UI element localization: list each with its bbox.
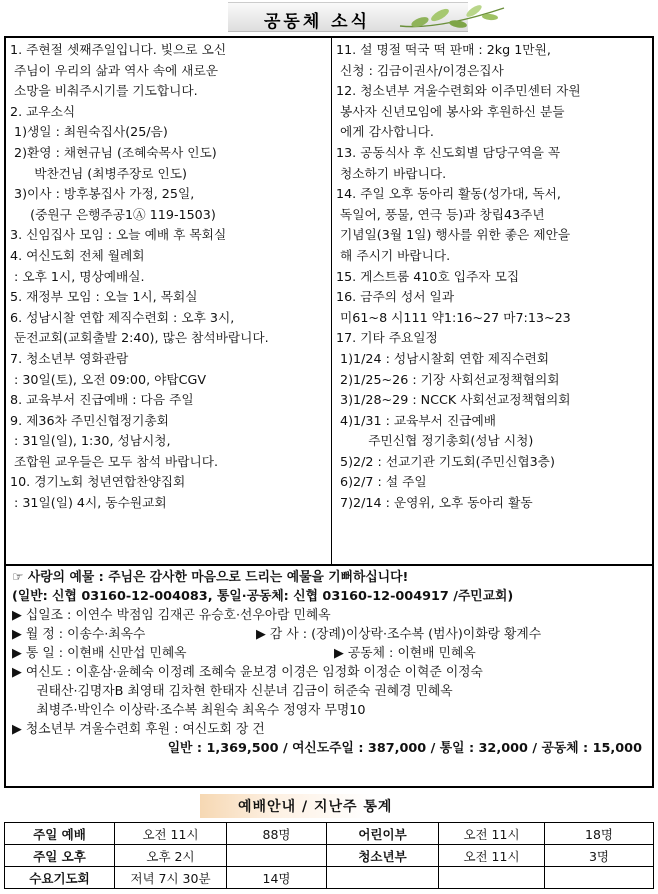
announcement-line: 3)1/28~29 : NCCK 사회선교정책협의회 bbox=[336, 392, 571, 408]
table-cell: 오전 11시 bbox=[115, 823, 227, 845]
table-cell: 오전 11시 bbox=[439, 823, 545, 845]
announcement-line: 15. 게스트룸 410호 입주자 모집 bbox=[336, 268, 520, 284]
announcements-left-column bbox=[10, 40, 328, 514]
offering-line: ▶ 청소년부 겨울수련회 후원 : 여신도회 장 건 bbox=[12, 722, 265, 737]
announcement-line: : 30일(토), 오전 09:00, 야탑CGV bbox=[10, 371, 207, 387]
announcements-right-column bbox=[336, 40, 652, 514]
table-cell: 주일 예배 bbox=[5, 823, 115, 845]
offering-box bbox=[4, 566, 654, 788]
announcement-line: 3)이사 : 방후봉집사 가정, 25일, bbox=[10, 186, 195, 202]
announcement-line: 17. 기타 주요일정 bbox=[336, 330, 438, 346]
announcement-line: 신청 : 김금이권사/이경은집사 bbox=[336, 62, 504, 78]
announcement-line: 2)1/25~26 : 기장 사회선교정책협의회 bbox=[336, 371, 560, 387]
stats-table bbox=[4, 822, 654, 889]
offering-line-left: ▶ 통 일 : 이현배 신만섭 민혜옥 bbox=[12, 646, 187, 661]
table-cell: 저녁 7시 30분 bbox=[115, 867, 227, 889]
announcement-line: 주님이 우리의 삶과 역사 속에 새로운 bbox=[10, 62, 219, 78]
announcement-line: 12. 청소년부 겨울수련회와 이주민센터 자원 bbox=[336, 83, 581, 99]
announcement-line: 7. 청소년부 영화관람 bbox=[10, 350, 129, 366]
announcement-line: 2. 교우소식 bbox=[10, 103, 76, 119]
announcement-line: 11. 설 명절 떡국 떡 판매 : 2kg 1만원, bbox=[336, 42, 551, 57]
offering-line-left: ▶ 월 정 : 이송수·최옥수 bbox=[12, 627, 146, 642]
announcement-line: : 오후 1시, 명상예배실. bbox=[10, 268, 145, 284]
announcement-line: 주민신협 정기총회(성남 시청) bbox=[336, 433, 534, 449]
announcement-line: 4. 여신도회 전체 월례회 bbox=[10, 247, 145, 263]
announcement-line: 해 주시기 바랍니다. bbox=[336, 247, 451, 263]
announcement-line: 에게 감사합니다. bbox=[336, 124, 434, 140]
stats-header bbox=[200, 794, 445, 818]
table-cell bbox=[327, 867, 439, 889]
announcement-line: 6)2/7 : 설 주일 bbox=[336, 474, 427, 490]
table-row bbox=[5, 867, 654, 889]
announcement-line: 1)생일 : 최원숙집사(25/음) bbox=[10, 124, 168, 140]
offering-line bbox=[12, 644, 646, 663]
offering-line: ▶ 십일조 : 이연수 박점임 김재곤 유승호·선우아람 민혜옥 bbox=[12, 608, 331, 623]
announcement-line: 10. 경기노회 청년연합찬양집회 bbox=[10, 474, 186, 490]
announcement-line: 14. 주일 오후 동아리 활동(성가대, 독서, bbox=[336, 186, 561, 202]
announcement-line: 소망을 비춰주시기를 기도합니다. bbox=[10, 83, 198, 99]
announcement-line: 9. 제36차 주민신협정기총회 bbox=[10, 412, 169, 428]
table-cell: 3명 bbox=[545, 845, 654, 867]
announcements-box bbox=[4, 36, 654, 566]
announcement-line: 7)2/14 : 운영위, 오후 동아리 활동 bbox=[336, 495, 533, 511]
announcement-line: 3. 신임집사 모임 : 오늘 예배 후 목회실 bbox=[10, 227, 227, 243]
announcement-line: 5. 재정부 모임 : 오늘 1시, 목회실 bbox=[10, 289, 198, 305]
announcement-line: 봉사자 신년모임에 봉사와 후원하신 분들 bbox=[336, 103, 565, 119]
announcement-line: 8. 교육부서 진급예배 : 다음 주일 bbox=[10, 392, 194, 408]
offering-account: (일반: 신협 03160-12-004083, 통일·공동체: 신협 03160-12-004917 /주민교회) bbox=[12, 589, 514, 604]
announcement-line: 조합원 교우들은 모두 참석 바랍니다. bbox=[10, 453, 219, 469]
offering-line-right: ▶ 공동체 : 이현배 민혜옥 bbox=[334, 646, 476, 661]
table-row bbox=[5, 823, 654, 845]
announcement-line: 독일어, 풍물, 연극 등)과 창립43주년 bbox=[336, 206, 545, 222]
offering-line bbox=[12, 625, 646, 644]
announcement-line: 기념일(3월 1일) 행사를 위한 좋은 제안을 bbox=[336, 227, 571, 243]
offering-line: ▶ 여신도 : 이훈삼·윤혜숙 이정례 조혜숙 윤보경 이경은 임정화 이정순 이혁준 이정숙 bbox=[12, 665, 483, 680]
announcement-line: 둔전교회(교회출발 2:40), 많은 참석바랍니다. bbox=[10, 330, 269, 346]
offering-line-right: ▶ 감 사 : (장례)이상락·조수복 (범사)이화랑 황계수 bbox=[256, 627, 542, 642]
announcement-line: 청소하기 바랍니다. bbox=[336, 165, 447, 181]
announcement-line: 미61~8 시111 약1:16~27 마7:13~23 bbox=[336, 309, 571, 325]
table-cell: 청소년부 bbox=[327, 845, 439, 867]
table-cell bbox=[439, 867, 545, 889]
announcement-line: 6. 성남시찰 연합 제직수련회 : 오후 3시, bbox=[10, 309, 235, 325]
announcement-line: : 31일(일), 1:30, 성남시청, bbox=[10, 433, 171, 449]
table-cell: 오후 2시 bbox=[115, 845, 227, 867]
offering-line: 권태산·김명자B 최영태 김차현 한태자 신분녀 김금이 허준숙 권혜경 민혜옥 bbox=[12, 684, 453, 699]
announcement-line: 16. 금주의 성서 일과 bbox=[336, 289, 455, 305]
announcement-line: 13. 공동식사 후 신도회별 담당구역을 꼭 bbox=[336, 144, 561, 160]
table-cell: 18명 bbox=[545, 823, 654, 845]
table-cell bbox=[227, 845, 327, 867]
table-cell: 오전 11시 bbox=[439, 845, 545, 867]
table-cell: 어린이부 bbox=[327, 823, 439, 845]
table-cell: 주일 오후 bbox=[5, 845, 115, 867]
table-cell: 88명 bbox=[227, 823, 327, 845]
announcement-line: 5)2/2 : 선교기관 기도회(주민신협3층) bbox=[336, 453, 555, 469]
announcement-line: 1)1/24 : 성남시찰회 연합 제직수련회 bbox=[336, 350, 550, 366]
offering-line: 최병주·박인수 이상락·조수복 최원숙 최옥수 정영자 무명10 bbox=[12, 703, 366, 718]
column-divider bbox=[331, 38, 332, 566]
announcement-line: 2)환영 : 채현규님 (조혜숙목사 인도) bbox=[10, 144, 217, 160]
announcement-line: 1. 주현절 셋째주일입니다. 빛으로 오신 bbox=[10, 42, 227, 57]
page-title: 공동체 소식 bbox=[264, 12, 371, 32]
announcement-line: 4)1/31 : 교육부서 진급예배 bbox=[336, 412, 496, 428]
table-cell: 수요기도회 bbox=[5, 867, 115, 889]
announcement-line: 박찬건님 (최병주장로 인도) bbox=[10, 165, 187, 181]
table-cell bbox=[545, 867, 654, 889]
offering-title: ☞ 사랑의 예물 : 주님은 감사한 마음으로 드리는 예물을 기뻐하십니다! bbox=[12, 570, 409, 585]
table-row bbox=[5, 845, 654, 867]
announcement-line: : 31일(일) 4시, 동수원교회 bbox=[10, 495, 167, 511]
offering-totals: 일반 : 1,369,500 / 여신도주일 : 387,000 / 통일 : 32,000 / 공동체 : 15,000 bbox=[167, 741, 642, 756]
stats-title: 예배안내 / 지난주 통계 bbox=[238, 799, 393, 815]
leaf-decoration-icon bbox=[398, 0, 508, 34]
table-cell: 14명 bbox=[227, 867, 327, 889]
announcement-line: (중원구 은행주공1Ⓐ 119-1503) bbox=[10, 206, 216, 222]
